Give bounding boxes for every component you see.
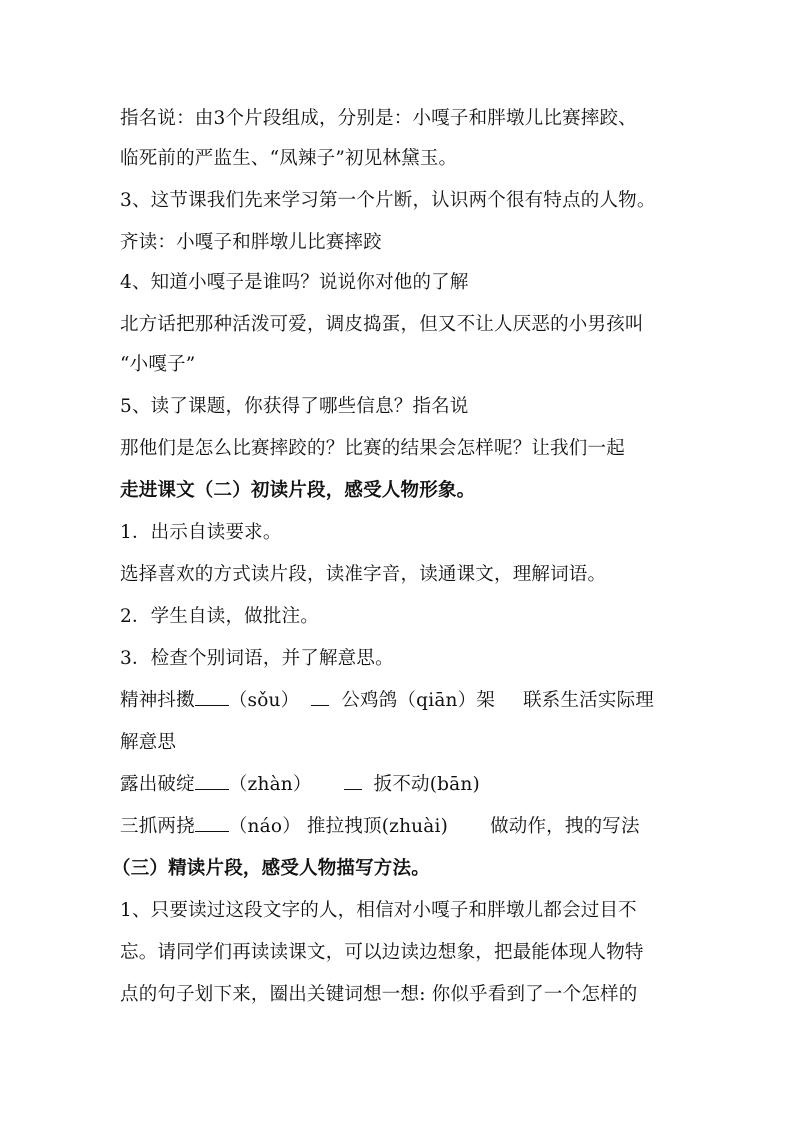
vocab-pinyin: （zhàn）	[228, 774, 312, 795]
vocab-word: 扳不动(bān)	[373, 774, 480, 795]
fill-blank	[311, 687, 329, 706]
paragraph-line: 3、这节课我们先来学习第一个片断，认识两个很有特点的人物。	[120, 190, 656, 211]
vocab-row-1	[120, 686, 654, 716]
paragraph-line: 1、只要读过这段文字的人，相信对小嘎子和胖墩儿都会过目不	[120, 900, 637, 921]
paragraph-line: 选择喜欢的方式读片段，读准字音，读通课文，理解词语。	[120, 564, 607, 585]
paragraph-line: 解意思	[120, 732, 177, 753]
vocab-note: 联系生活实际理	[523, 690, 654, 711]
vocab-word: 推拉拽顶(zhuài)	[306, 816, 449, 837]
fill-blank	[195, 813, 229, 832]
paragraph-line: 临死前的严监生、“凤辣子”初见林黛玉。	[120, 148, 458, 169]
paragraph-line: 点的句子划下来，圈出关键词想一想: 你似乎看到了一个怎样的	[120, 984, 638, 1005]
paragraph-line: 5、读了课题，你获得了哪些信息？指名说	[120, 396, 469, 417]
vocab-pinyin: （náo）	[228, 816, 301, 837]
paragraph-line: 齐读：小嘎子和胖墩儿比赛摔跤	[120, 232, 382, 253]
paragraph-line: “小嘎子”	[120, 354, 196, 375]
paragraph-line: 那他们是怎么比赛摔跤的？比赛的结果会怎样呢？让我们一起	[120, 438, 625, 459]
fill-blank	[195, 687, 229, 706]
vocab-word: 露出破绽	[120, 774, 195, 795]
paragraph-line: 3．检查个别词语，并了解意思。	[120, 648, 394, 669]
fill-blank	[344, 771, 362, 790]
paragraph-line: 2．学生自读，做批注。	[120, 606, 319, 627]
fill-blank	[195, 771, 229, 790]
section-heading-2: 走进课文（二）初读片段，感受人物形象。	[120, 480, 476, 501]
vocab-word: 精神抖擞	[120, 690, 195, 711]
vocab-row-2	[120, 770, 480, 800]
paragraph-line: 4、知道小嘎子是谁吗？说说你对他的了解	[120, 272, 469, 293]
paragraph-line: 忘。请同学们再读读课文，可以边读边想象，把最能体现人物特	[120, 942, 644, 963]
section-heading-3: （三）精读片段，感受人物描写方法。	[112, 858, 430, 879]
vocab-word: 三抓两挠	[120, 816, 195, 837]
paragraph-line: 指名说：由3个片段组成，分别是：小嘎子和胖墩儿比赛摔跤、	[120, 108, 637, 129]
vocab-pinyin: （sǒu）	[228, 690, 300, 711]
vocab-note: 做动作，拽的写法	[490, 816, 640, 837]
paragraph-line: 北方话把那种活泼可爱，调皮捣蛋，但又不让人厌恶的小男孩叫	[120, 314, 644, 335]
paragraph-line: 1．出示自读要求。	[120, 522, 282, 543]
vocab-row-3	[120, 812, 640, 842]
vocab-word: 公鸡鸽（qiān）架	[341, 690, 496, 711]
